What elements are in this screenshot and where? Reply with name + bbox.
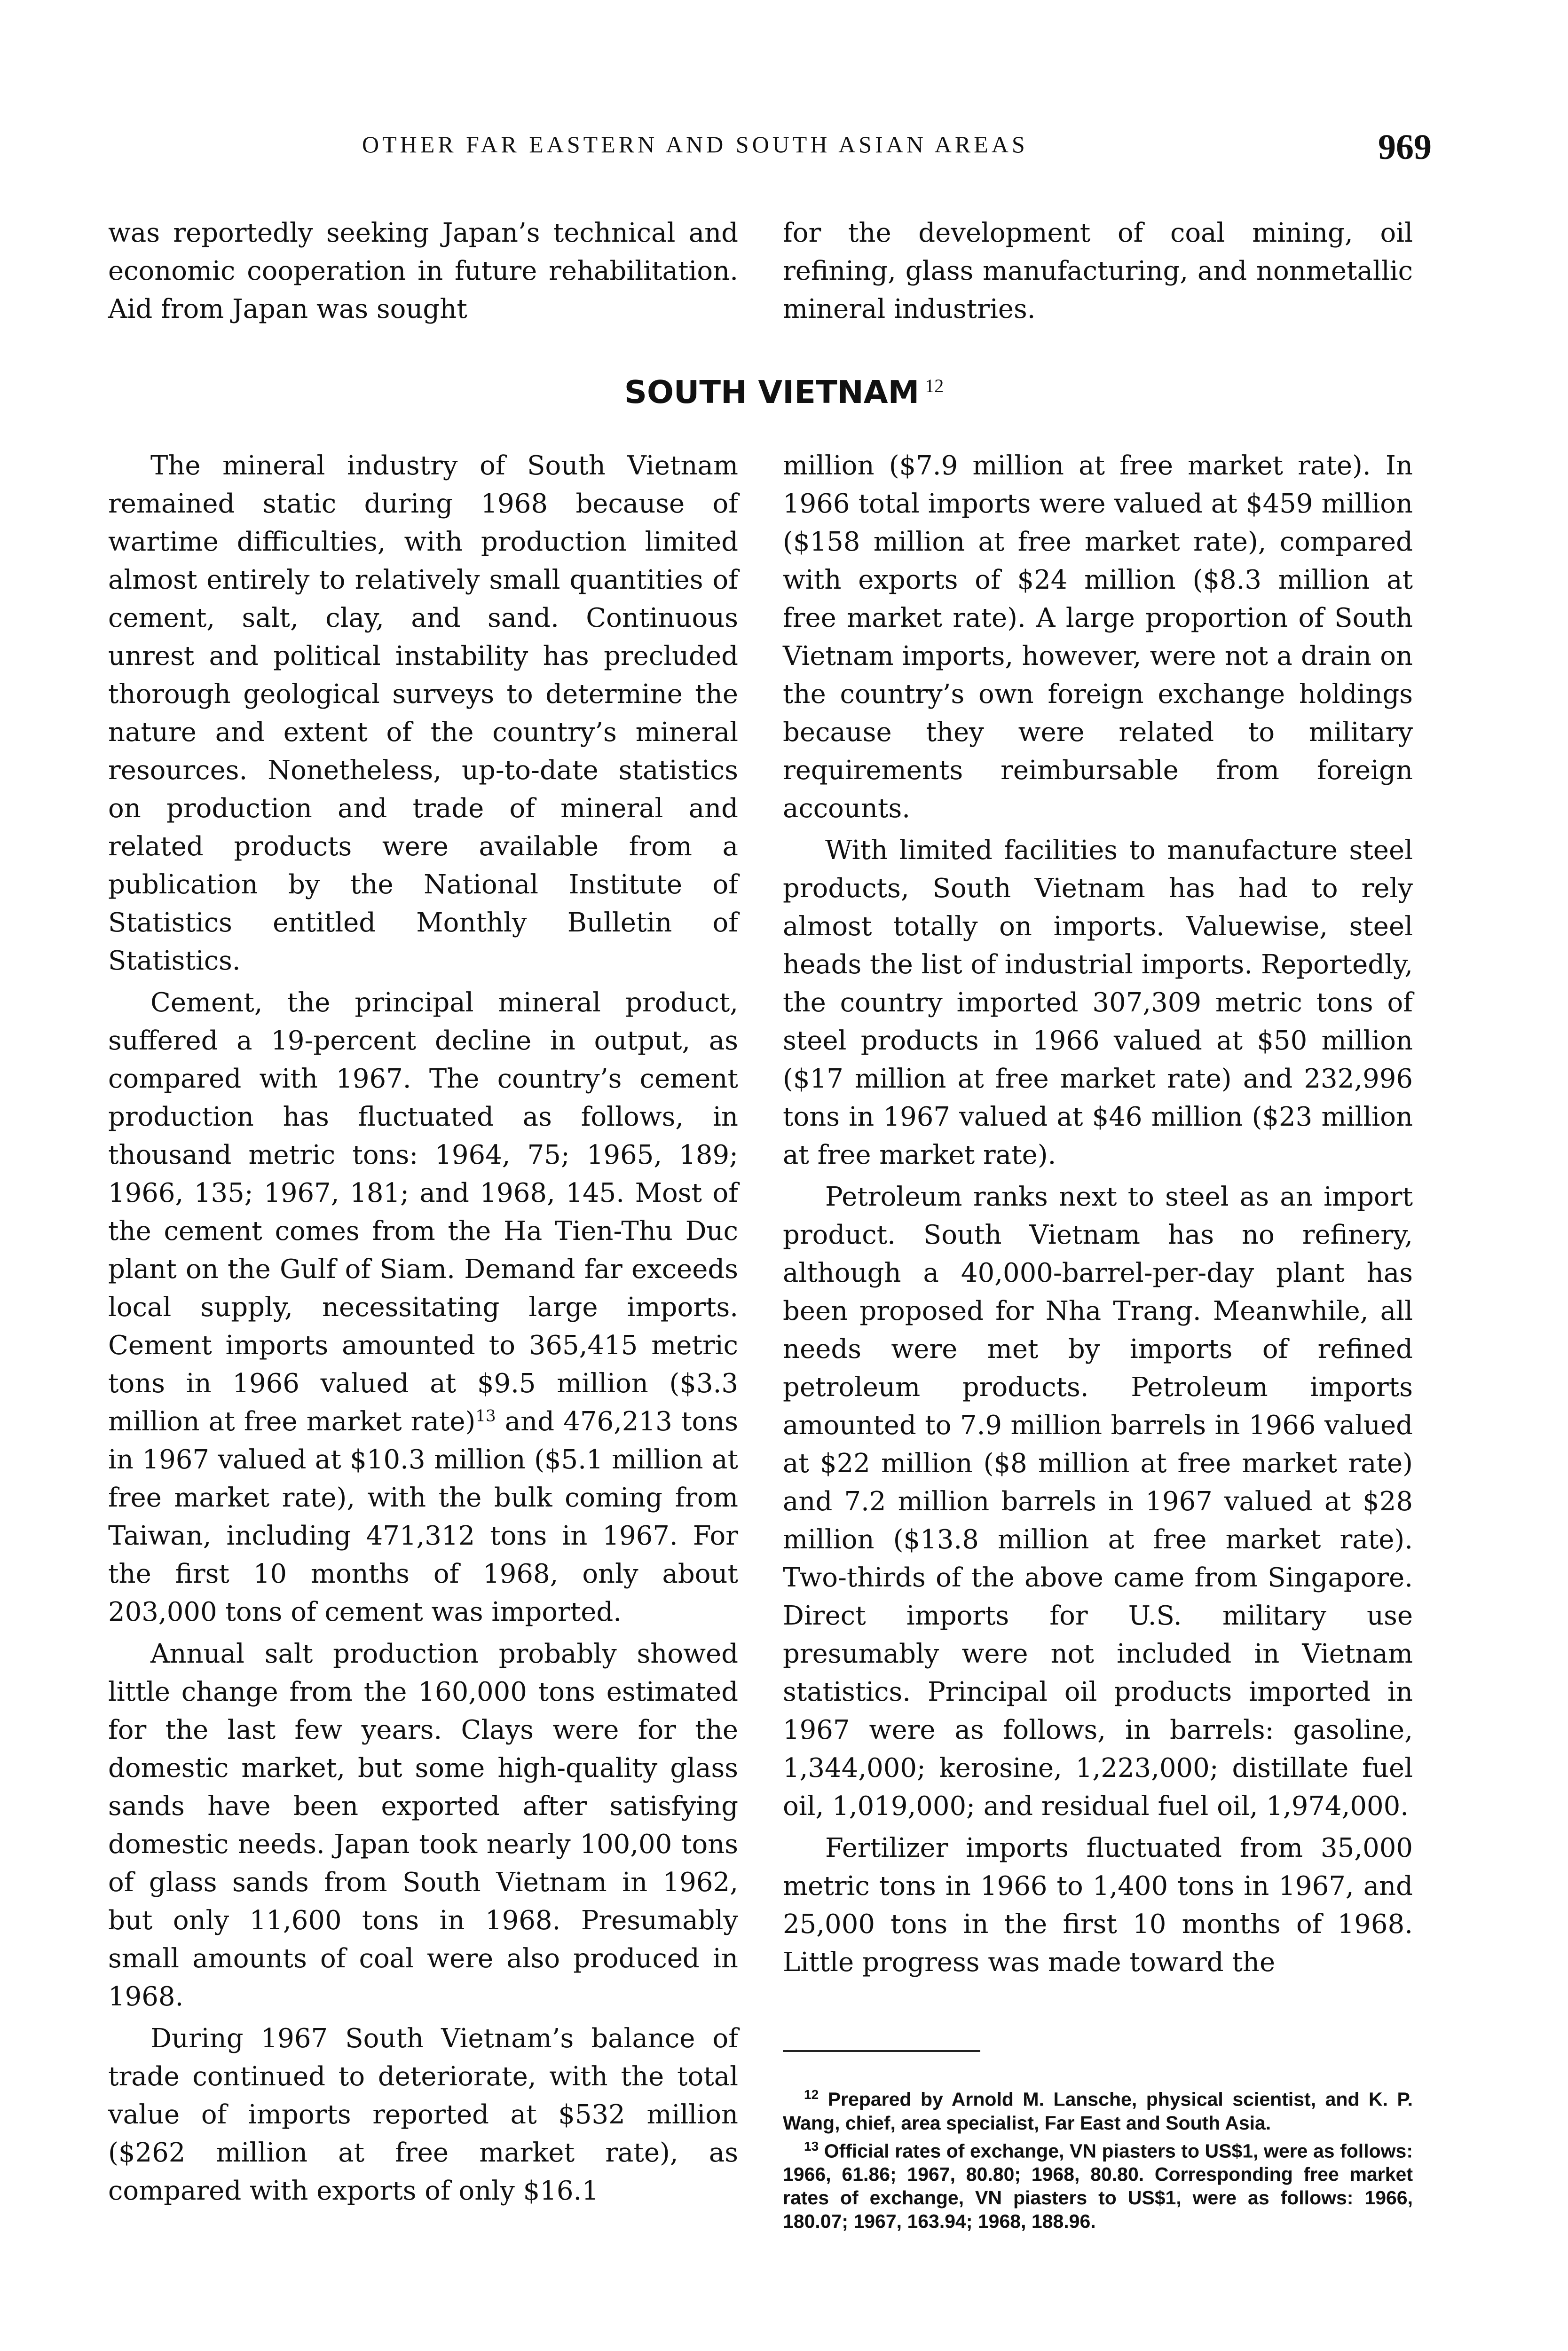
carryover-left-column: [108, 214, 738, 328]
carryover-paragraph-left: was reportedly seeking Japan’s technical and economic cooperation in future rehabilitation. Aid from Japan was sought: [108, 218, 738, 324]
paragraph-petroleum: Petroleum ranks next to steel as an import product. South Vietnam has no refinery, although a 40,000-barrel-per-day plant has been proposed for Nha Trang. Meanwhile, all needs were met by imports of refined petroleum products. Petroleum imports amounted to 7.9 million barrels in 1966 valued at $22 million ($8 million at free market rate) and 7.2 million barrels in 1967 valued at $28 million ($13.8 million at free market rate). Two-thirds of the above came from Singapore. Direct imports for U.S. military use presumably were not included in Vietnam statistics. Principal oil products imported in 1967 were as follows, in barrels: gasoline, 1,344,000; kerosine, 1,223,000; distillate fuel oil, 1,019,000; and residual fuel oil, 1,974,000.: [783, 1182, 1413, 1822]
paragraph-salt: Annual salt production probably showed little change from the 160,000 tons estimated for the last few years. Clays were for the domestic market, but some high-quality glass sands have been exported after satisfying domestic needs. Japan took nearly 100,00 tons of glass sands from South Vietnam in 1962, but only 11,600 tons in 1968. Presumably small amounts of coal were also produced in 1968.: [108, 1639, 738, 2012]
footnote-12: [783, 2083, 1413, 2135]
left-column: [108, 447, 738, 2210]
footnote-ref-13: 13: [475, 1406, 496, 1426]
paragraph-imports-continued: million ($7.9 million at free market rate). In 1966 total imports were valued at $459 million ($158 million at free market rate), compared with exports of $24 million ($8.3 million at free market rate). A large proportion of South Vietnam imports, however, were not a drain on the country’s own foreign exchange holdings because they were related to military requirements reimbursable from foreign accounts.: [783, 450, 1413, 824]
footnotes: [783, 2083, 1413, 2233]
footnote-mark: 12: [804, 2087, 819, 2102]
carryover-paragraph-right: for the development of coal mining, oil refining, glass manufacturing, and nonmetallic mineral industries.: [783, 218, 1413, 324]
section-title: SOUTH VIETNAM: [624, 374, 920, 410]
section-heading: [0, 374, 1568, 410]
section-footnote-mark: 12: [925, 375, 944, 396]
page-number: 969: [1378, 127, 1432, 167]
carryover-right-column: [783, 214, 1413, 328]
footnote-mark: 13: [804, 2138, 819, 2154]
paragraph-cement-part2: and 476,213 tons in 1967 valued at $10.3 million ($5.1 million at free market rate), with the bulk coming from Taiwan, including 471,312 tons in 1967. For the first 10 months of 1968, only about 203,000 tons of cement was imported.: [108, 1406, 738, 1627]
page-header: [0, 127, 1568, 169]
running-title: OTHER FAR EASTERN AND SOUTH ASIAN AREAS: [362, 131, 1028, 158]
paragraph-cement-part1: Cement, the principal mineral product, suffered a 19-percent decline in output, as compared with 1967. The country’s cement production has fluctuated as follows, in thousand metric tons: 1964, 75; 1965, 189; 1966, 135; 1967, 181; and 1968, 145. Most of the cement comes from the Ha Tien-Thu Duc plant on the Gulf of Siam. Demand far exceeds local supply, necessitating large imports. Cement imports amounted to 365,415 metric tons in 1966 valued at $9.5 million ($3.3 million at free market rate): [108, 987, 738, 1437]
paragraph-mineral-industry: The mineral industry of South Vietnam remained static during 1968 because of wartime difficulties, with production limited almost entirely to relatively small quantities of cement, salt, clay, and sand. Continuous unrest and political instability has precluded thorough geological surveys to determine the nature and extent of the country’s mineral resources. Nonetheless, up-to-date statistics on production and trade of mineral and related products were available from a publication by the National Institute of Statistics entitled Monthly Bulletin of Statistics.: [108, 450, 738, 976]
footnote-text: Prepared by Arnold M. Lansche, physical scientist, and K. P. Wang, chief, area specialist, Far East and South Asia.: [783, 2088, 1413, 2134]
paragraph-trade-balance: During 1967 South Vietnam’s balance of trade continued to deteriorate, with the total value of imports reported at $532 million ($262 million at free market rate), as compared with exports of only $16.1: [108, 2023, 738, 2206]
footnote-divider: [783, 2050, 980, 2052]
paragraph-steel: With limited facilities to manufacture steel products, South Vietnam has had to rely almost totally on imports. Valuewise, steel heads the list of industrial imports. Reportedly, the country imported 307,309 metric tons of steel products in 1966 valued at $50 million ($17 million at free market rate) and 232,996 tons in 1967 valued at $46 million ($23 million at free market rate).: [783, 835, 1413, 1170]
paragraph-cement: [108, 984, 738, 1631]
footnote-13: [783, 2135, 1413, 2233]
paragraph-fertilizer: Fertilizer imports fluctuated from 35,000 metric tons in 1966 to 1,400 tons in 1967, and 25,000 tons in the first 10 months of 1968. Little progress was made toward the: [783, 1833, 1413, 1978]
footnote-text: Official rates of exchange, VN piasters to US$1, were as follows: 1966, 61.86; 1967, 80.80; 1968, 80.80. Corresponding free market rates of exchange, VN piasters to US$1, were as follows: 1966, 180.07; 1967, 163.94; 1968, 188.96.: [783, 2140, 1413, 2233]
right-column: [783, 447, 1413, 1981]
